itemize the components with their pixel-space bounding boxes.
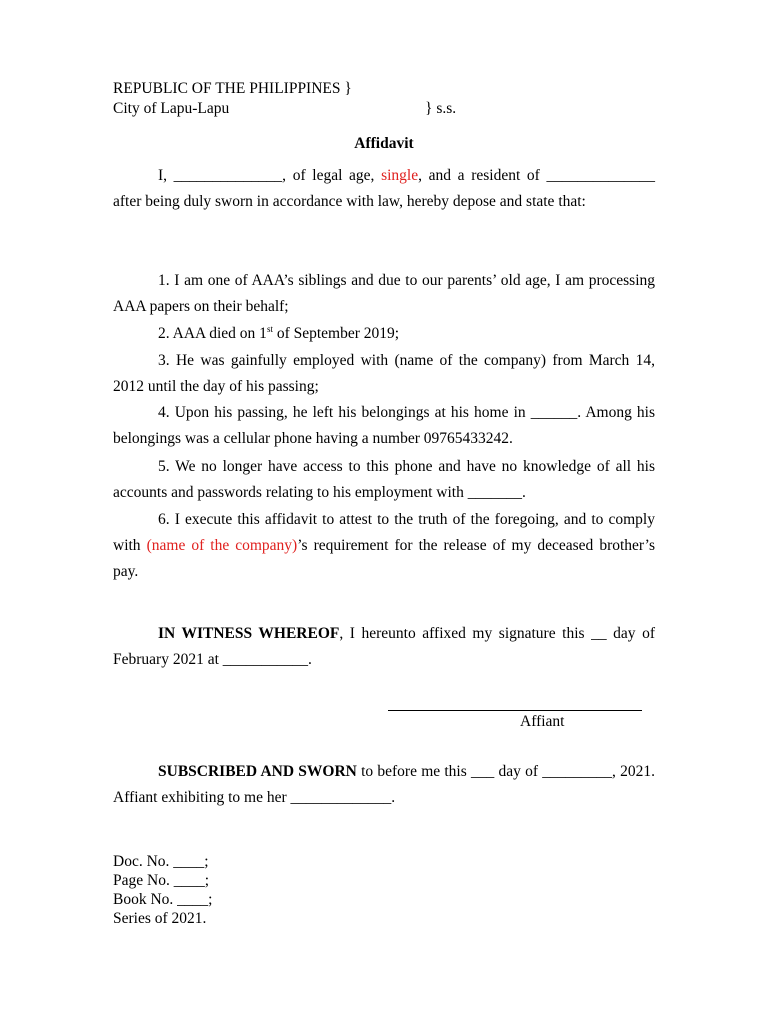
intro-text-1: I, ______________, of legal age, xyxy=(158,167,382,184)
item-2-text-end: of September 2019; xyxy=(272,325,400,342)
signature-line xyxy=(388,710,642,711)
series-year: Series of 2021. xyxy=(113,910,207,927)
statement-item-4: 4. Upon his passing, he left his belongings at his home in ______. Among his belongings was a cellular phone having a number 09765433242. xyxy=(113,404,655,447)
affiant-label: Affiant xyxy=(520,713,565,730)
statement-item-6 xyxy=(113,507,655,585)
intro-paragraph xyxy=(113,163,655,215)
header-city: City of Lapu-Lapu xyxy=(113,100,230,117)
statement-item-3: 3. He was gainfully employed with (name of the company) from March 14, 2012 until the day of his passing; xyxy=(113,352,655,395)
sworn-paragraph xyxy=(113,759,655,811)
page-number: Page No. ____; xyxy=(113,872,210,889)
witness-paragraph xyxy=(113,621,655,673)
sworn-text: to before me this ___ day of _________, 2021. Affiant exhibiting to me her _____________. xyxy=(113,763,656,806)
book-number: Book No. ____; xyxy=(113,891,213,908)
witness-text: , I hereunto affixed my signature this __ day of February 2021 at ___________. xyxy=(113,625,655,668)
witness-heading: IN WITNESS WHEREOF xyxy=(158,625,340,642)
statement-item-5: 5. We no longer have access to this phone and have no knowledge of all his accounts and passwords relating to his employment with _______. xyxy=(113,458,655,501)
statement-item-2 xyxy=(113,321,655,347)
notary-block xyxy=(113,852,212,928)
document-title: Affidavit xyxy=(354,135,414,152)
statement-item-1: 1. I am one of AAA’s siblings and due to our parents’ old age, I am processing AAA papers on their behalf; xyxy=(113,272,655,315)
civil-status: single xyxy=(381,167,419,184)
header-republic: REPUBLIC OF THE PHILIPPINES } xyxy=(113,80,352,97)
item-2-text: 2. AAA died on 1 xyxy=(158,325,267,342)
header-ss: } s.s. xyxy=(425,100,457,117)
item-6-text-end: ’s requirement for the release of my deceased brother’s pay. xyxy=(113,537,656,580)
company-placeholder: (name of the company) xyxy=(146,537,298,554)
doc-number: Doc. No. ____; xyxy=(113,853,209,870)
sworn-heading: SUBSCRIBED AND SWORN xyxy=(158,763,357,780)
item-2-superscript: st xyxy=(266,323,273,334)
item-6-text: 6. I execute this affidavit to attest to the truth of the foregoing, and to comply with xyxy=(113,511,655,554)
intro-text-2: , and a resident of ______________ after being duly sworn in accordance with law, hereby depose and state that: xyxy=(113,167,655,210)
